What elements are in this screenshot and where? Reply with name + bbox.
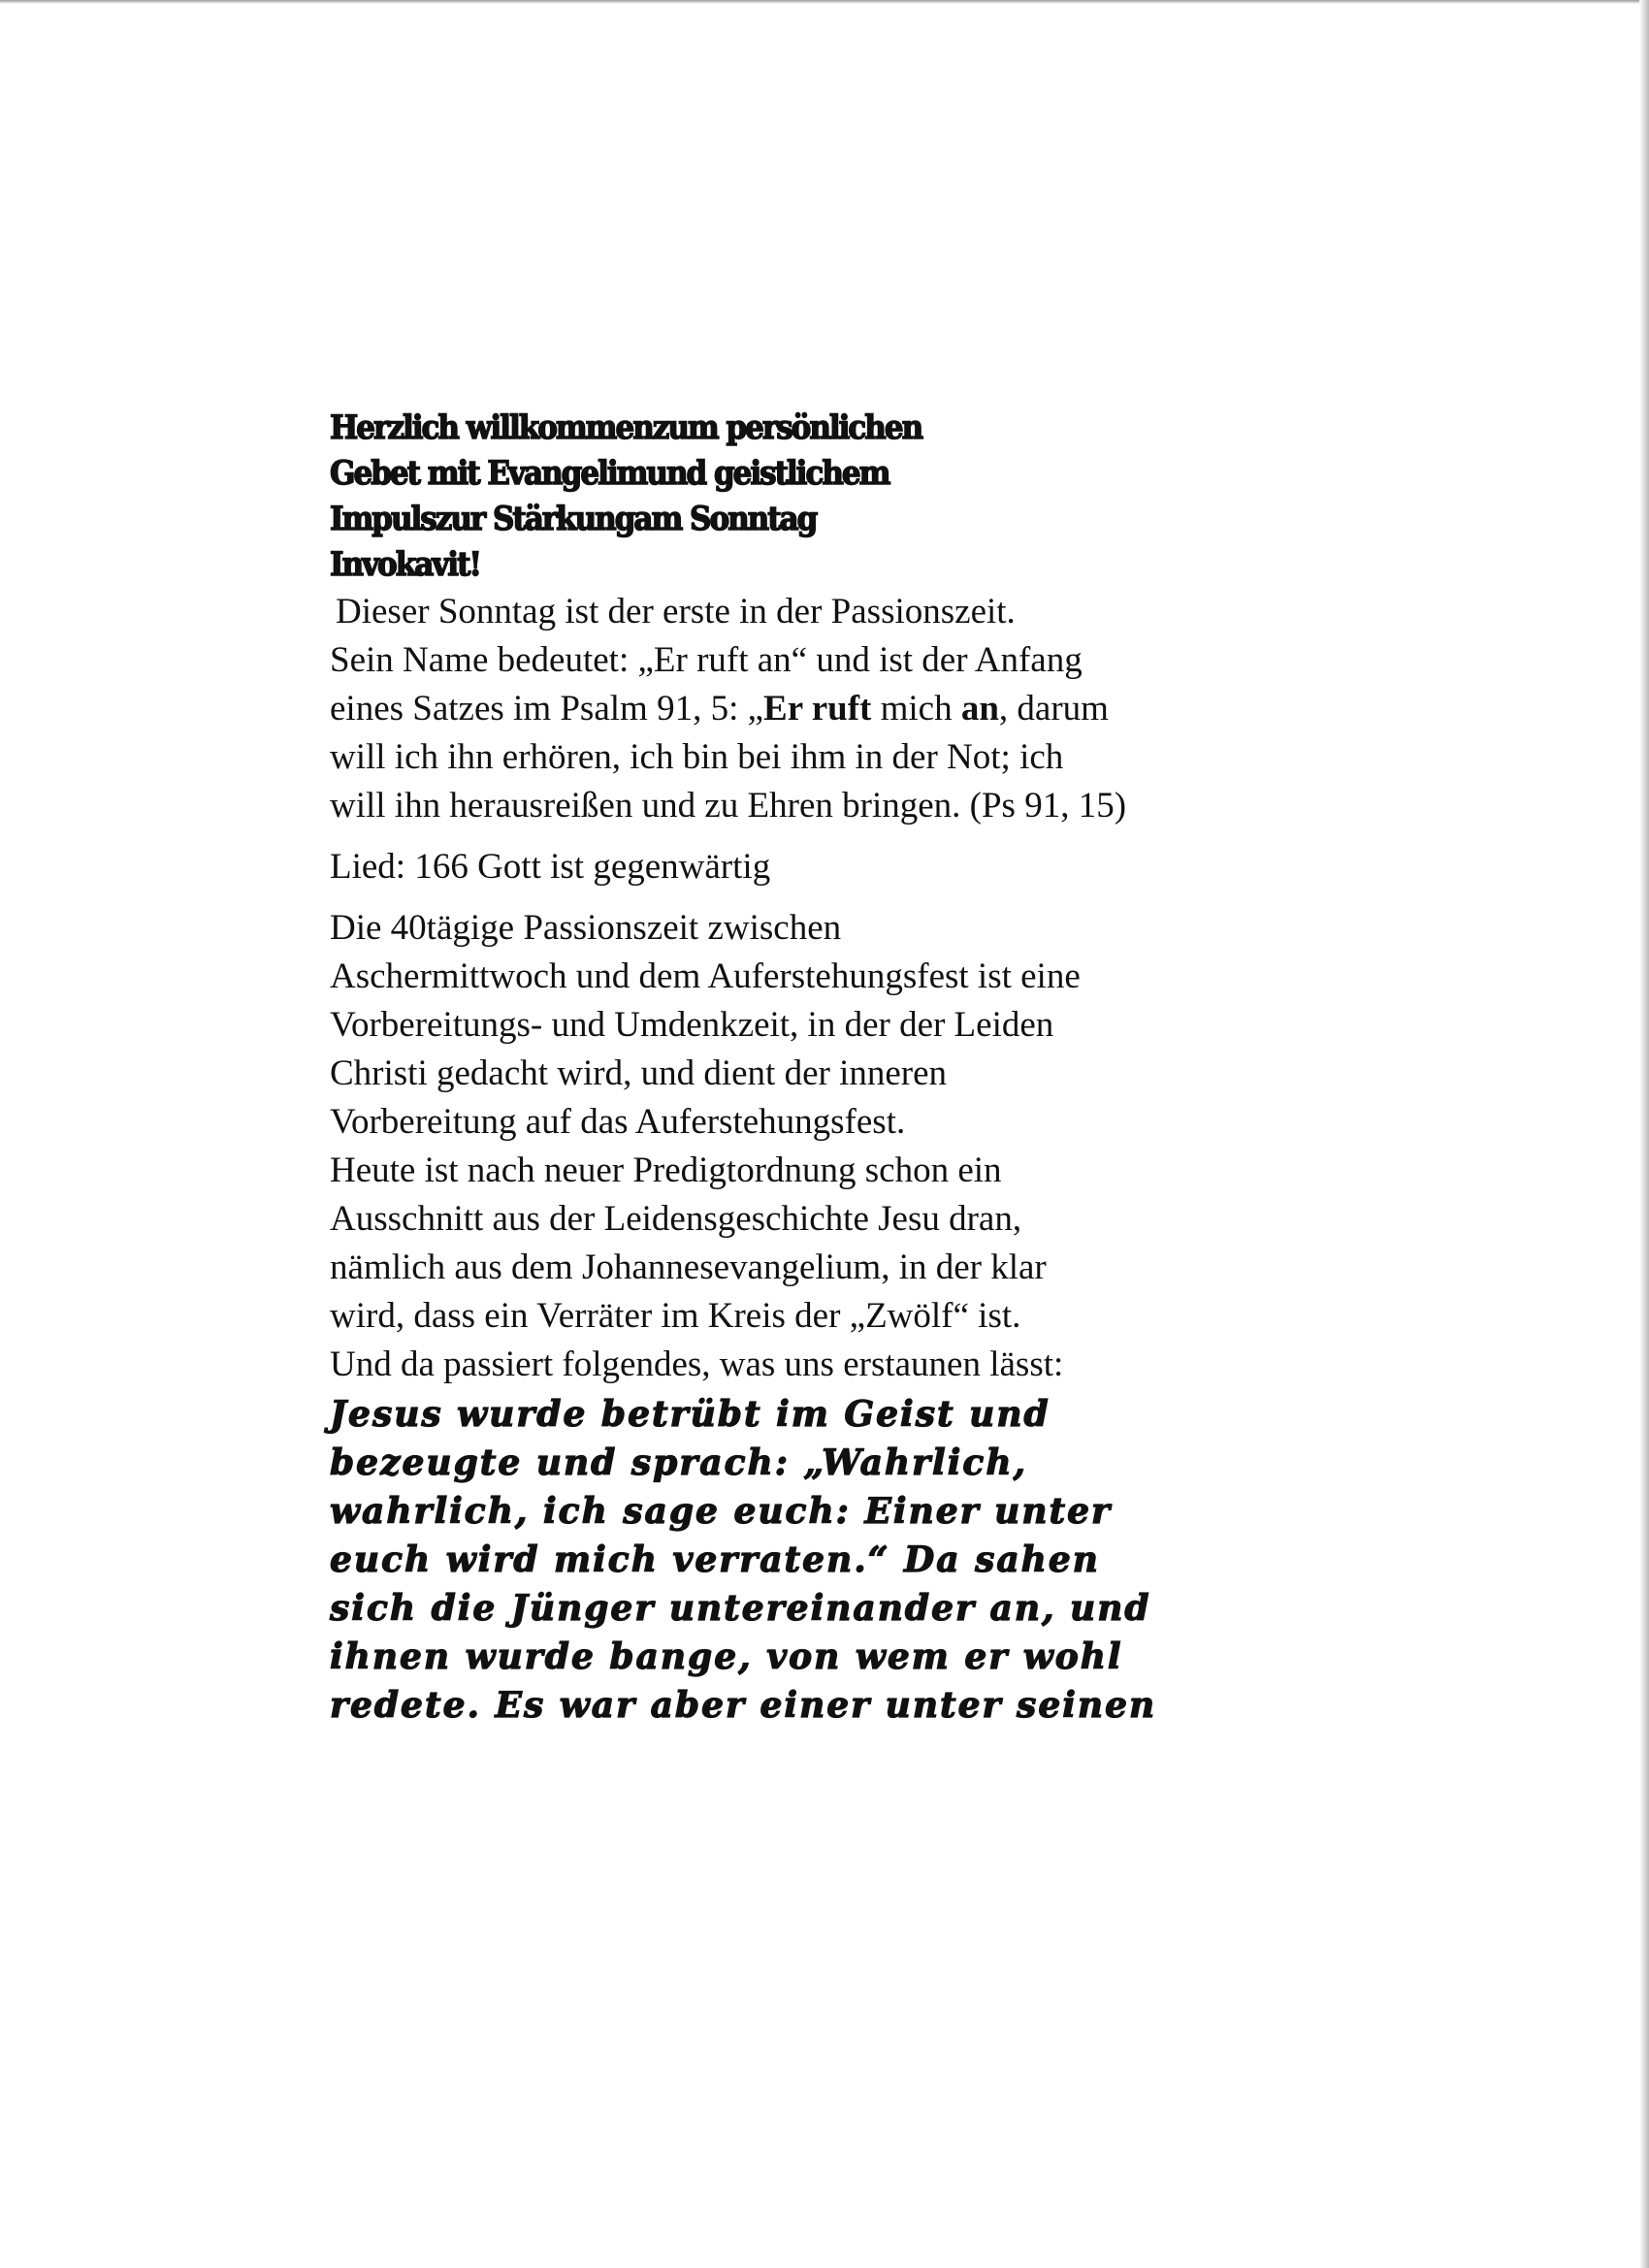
- main-paragraph: [330, 904, 1300, 1389]
- intro-line: Dieser Sonntag ist der erste in der Passionszeit.: [336, 592, 1016, 632]
- paragraph-line: Vorbereitungs- und Umdenkzeit, in der der Leiden: [330, 1005, 1054, 1045]
- quote-line: euch wird mich verraten.“ Da sahen: [330, 1539, 1100, 1580]
- scan-edge-right: [1639, 0, 1649, 2268]
- quote-line: ihnen wurde bange, von wem er wohl: [330, 1636, 1123, 1677]
- document-title: [330, 405, 1300, 588]
- quote-line: redete. Es war aber einer unter seinen: [330, 1685, 1157, 1726]
- paragraph-line: Christi gedacht wird, und dient der inneren: [330, 1053, 948, 1093]
- paragraph-gap: [330, 830, 1300, 843]
- intro-text: mich: [871, 689, 961, 729]
- intro-line: Sein Name bedeutet: „Er ruft an“ und ist der Anfang: [330, 640, 1083, 680]
- song-line: Lied: 166 Gott ist gegenwärtig: [330, 847, 771, 887]
- paragraph-line: Aschermittwoch und dem Auferstehungsfest ist eine: [330, 956, 1081, 996]
- intro-line: will ich ihn erhören, ich bin bei ihm in der Not; ich: [330, 737, 1064, 777]
- quote-line: wahrlich, ich sage euch: Einer unter: [330, 1491, 1113, 1532]
- emphasis-text: Er ruft: [763, 689, 872, 729]
- title-line: Impulszur Stärkungam Sonntag: [330, 500, 817, 538]
- paragraph-line: nämlich aus dem Johannesevangelium, in der klar: [330, 1247, 1047, 1287]
- paragraph-line: Die 40tägige Passionszeit zwischen: [330, 908, 842, 948]
- paragraph-line: Vorbereitung auf das Auferstehungsfest.: [330, 1102, 906, 1142]
- intro-line: will ihn herausreißen und zu Ehren bringen. (Ps 91, 15): [330, 786, 1127, 826]
- intro-text: eines Satzes im Psalm 91, 5: „: [330, 689, 764, 729]
- paragraph-line: Und da passiert folgendes, was uns erstaunen lässt:: [330, 1345, 1064, 1384]
- title-line: Invokavit!: [330, 545, 481, 584]
- quote-line: bezeugte und sprach: „Wahrlich,: [330, 1442, 1028, 1483]
- paragraph-line: wird, dass ein Verräter im Kreis der „Zwölf“ ist.: [330, 1296, 1021, 1336]
- scan-edge-top: [0, 0, 1649, 4]
- title-line: Herzlich willkommenzum persönlichen: [330, 408, 922, 447]
- quote-line: Jesus wurde betrübt im Geist und: [330, 1394, 1051, 1435]
- title-line: Gebet mit Evangelimund geistlichem: [330, 454, 889, 493]
- intro-text: , darum: [998, 689, 1109, 729]
- gospel-quote: [330, 1390, 1300, 1730]
- intro-line-psalm-reference: [330, 685, 1300, 733]
- paragraph-line: Ausschnitt aus der Leidensgeschichte Jesu dran,: [330, 1199, 1022, 1239]
- paragraph-line: Heute ist nach neuer Predigtordnung schon ein: [330, 1150, 1002, 1190]
- paragraph-gap: [330, 891, 1300, 904]
- emphasis-text: an: [960, 689, 999, 729]
- quote-line: sich die Jünger untereinander an, und: [330, 1588, 1151, 1629]
- intro-paragraph: [330, 588, 1300, 830]
- document-page: [330, 405, 1300, 1730]
